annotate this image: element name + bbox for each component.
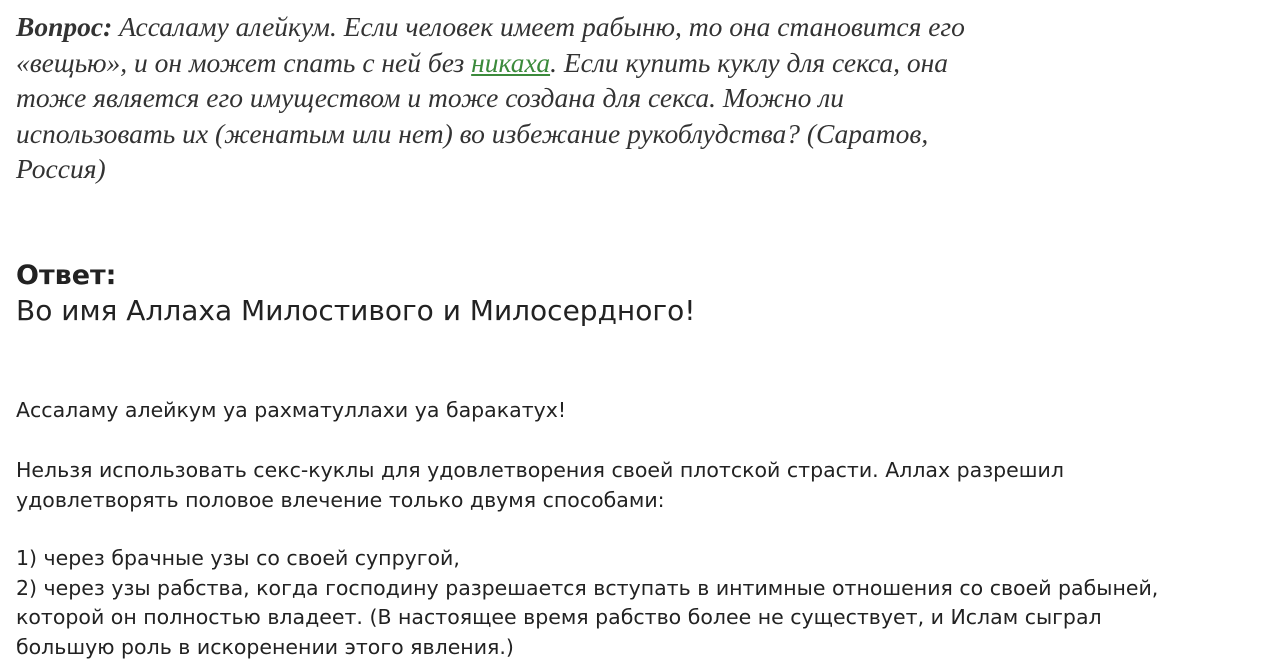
- question-text-before-link: Ассаламу алейкум. Если человек имеет рабыню, то она становится его «вещью», и он может спать с ней без: [16, 11, 965, 78]
- answer-paragraph: [16, 456, 1278, 515]
- paragraph-line: удовлетворять половое влечение только двумя способами:: [16, 487, 665, 512]
- question-label: Вопрос:: [16, 11, 113, 42]
- list-item-continuation: большую роль в искоренении этого явления.): [16, 634, 514, 659]
- list-item-continuation: которой он полностью владеет. (В настоящее время рабство более не существует, и Ислам сыграл: [16, 605, 1102, 629]
- basmala-heading: Во имя Аллаха Милостивого и Милосердного!: [16, 294, 696, 327]
- paragraph-line: Нельзя использовать секс-куклы для удовлетворения своей плотской страсти. Аллах разрешил: [16, 458, 1064, 482]
- question-block: [16, 9, 1006, 187]
- list-item: 2) через узы рабства, когда господину разрешается вступать в интимные отношения со своей рабыней,: [16, 575, 1159, 600]
- answer-list: [16, 544, 1278, 662]
- question-text-after-link: . Если купить куклу для секса, она тоже является его имуществом и тоже создана для секса. Можно ли использовать их (женатым или нет) во избежание рукоблудства? (Саратов, Россия): [16, 46, 949, 184]
- answer-label: Ответ:: [16, 260, 117, 291]
- nikah-link[interactable]: никаха: [471, 46, 551, 78]
- list-item: 1) через брачные узы со своей супругой,: [16, 546, 460, 570]
- greeting-text: Ассаламу алейкум уа рахматуллахи уа баракатух!: [16, 398, 567, 422]
